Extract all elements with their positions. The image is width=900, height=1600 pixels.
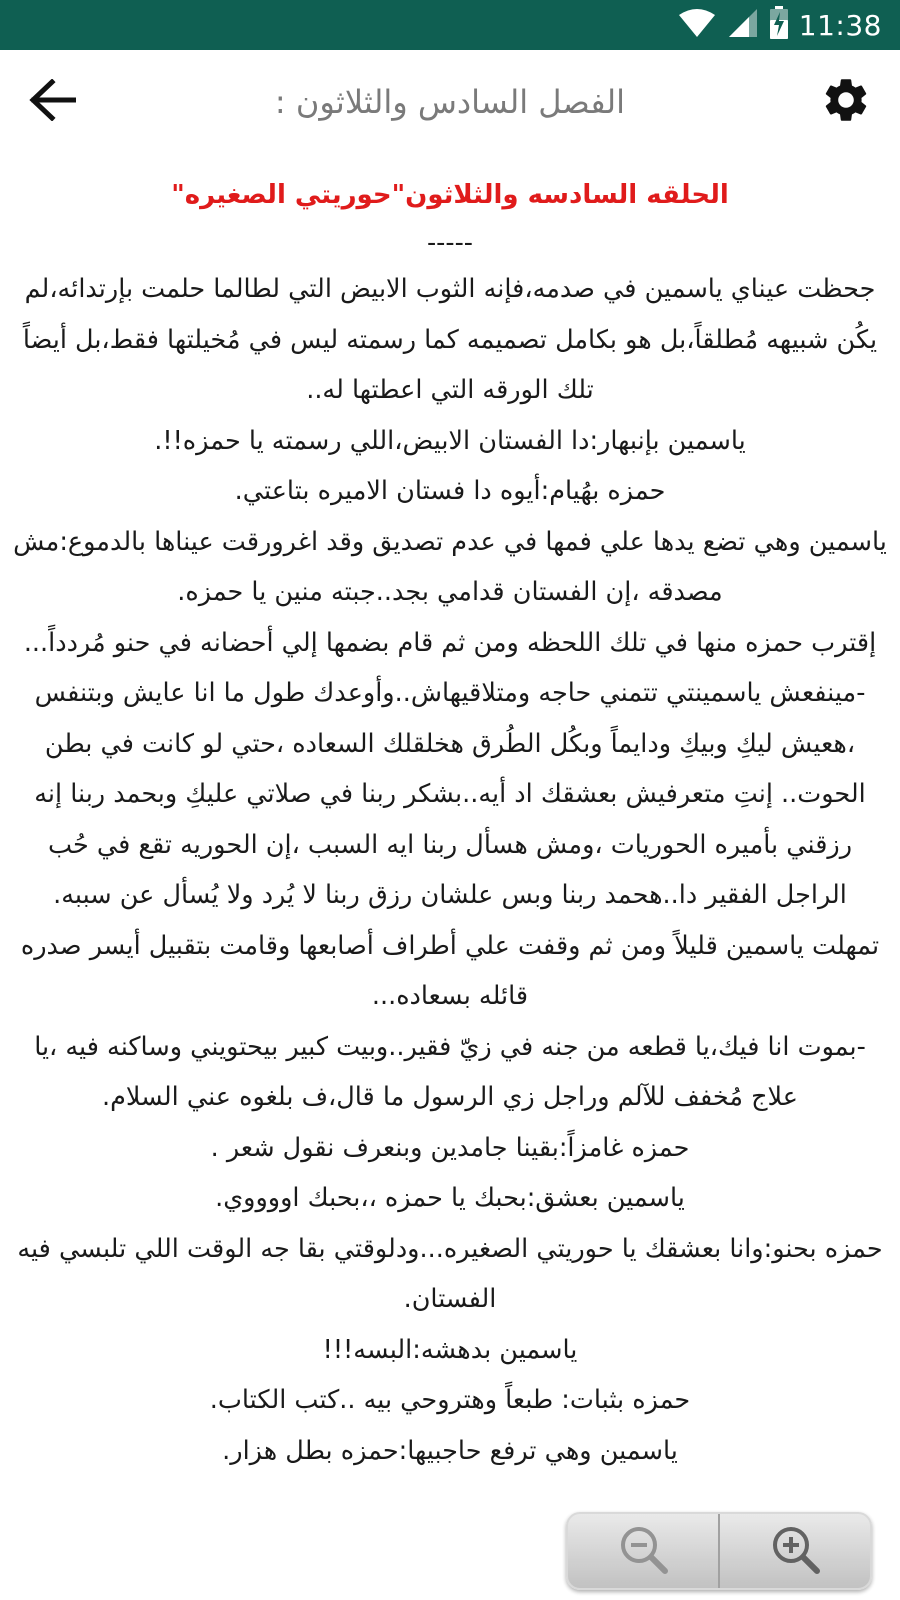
paragraph: حمزه بحنو:وانا بعشقك يا حوريتي الصغيره...ودلوقتي بقا جه الوقت اللي تلبسي فيه الفستان. (17, 1233, 883, 1314)
battery-charging-icon (769, 6, 789, 44)
paragraph: تمهلت ياسمين قليلاً ومن ثم وقفت علي أطراف أصابعها وقامت بتقبيل أيسر صدره قائله بسعاده... (20, 930, 880, 1011)
status-time: 11:38 (798, 8, 882, 42)
paragraph: ياسمين بإنبهار:دا الفستان الابيض،اللي رسمته يا حمزه!!. (154, 425, 746, 456)
paragraph: حمزه بثبات: طبعاً وهتروحي بيه ..كتب الكتاب. (209, 1385, 691, 1415)
chapter-heading: الحلقه السادسه والثلاثون"حوريتي الصغيره" (171, 180, 729, 210)
wifi-icon (677, 7, 717, 43)
paragraph: ياسمين وهي تضع يدها علي فمها في عدم تصديق وقد اغرورقت عيناها بالدموع:مش مصدقه ،إن الفستان قدامي بجد..جبته منين يا حمزه. (13, 526, 887, 607)
zoom-in-icon (769, 1523, 821, 1579)
toolbar (0, 50, 900, 154)
settings-button[interactable] (814, 72, 878, 132)
paragraph: -بموت انا فيك،يا قطعه من جنه في زيّ فقير..وبيت كبير بيحتويني وساكنه فيه ،يا علاج مُخفف للآلم وراجل زي الرسول ما قال،ف بلغوه عني السلام. (34, 1031, 866, 1112)
paragraph: حمزه بهُيام:أيوه دا فستان الاميره بتاعتي. (234, 476, 666, 506)
signal-icon (727, 7, 759, 43)
chapter-content (10, 168, 890, 1476)
zoom-in-button[interactable] (720, 1514, 870, 1588)
paragraph: حمزه غامزاً:بقينا جامدين وبنعرف نقول شعر . (210, 1132, 690, 1163)
status-bar (0, 0, 900, 50)
zoom-out-button[interactable] (568, 1514, 718, 1588)
arrow-left-icon (28, 79, 76, 125)
paragraph: جحظت عيناي ياسمين في صدمه،فإنه الثوب الابيض التي لطالما حلمت بإرتدائه،لم يكُن شبيهه مُطلقاً،بل هو بكامل تصميمه كما رسمته ليس في مُخيلتها فقط،بل أيضاً تلك الورقه التي اعطتها له.. (22, 274, 878, 405)
back-button[interactable] (22, 74, 82, 130)
paragraph: ياسمين بدهشه:البسه!!! (322, 1334, 578, 1365)
page-title: الفصل السادس والثلاثون : (274, 83, 626, 121)
zoom-controls (566, 1512, 872, 1590)
separator: ----- (426, 228, 473, 258)
paragraph: إقترب حمزه منها في تلك اللحظه ومن ثم قام بضمها إلي أحضانه في حنو مُردداً... (23, 627, 877, 658)
paragraph: ياسمين بعشق:بحبك يا حمزه ،،بحبك اووووي. (215, 1183, 685, 1213)
gear-icon (820, 74, 872, 130)
status-icons (677, 0, 882, 50)
paragraph: ياسمين وهي ترفع حاجبيها:حمزه بطل هزار. (222, 1435, 678, 1466)
paragraph: -مينفعش ياسمينتي تتمني حاجه ومتلاقيهاش..وأوعدك طول ما انا عايش وبتنفس ،هعيش ليكِ وبيكِ ودايماً وبكُل الطُرق هخلقلك السعاده ،حتي لو كانت في بطن الحوت.. إنتِ متعرفيش بعشقك اد أيه..بشكر ربنا في صلاتي عليكِ وبحمد ربنا إنه رزقني بأميره الحوريات ،ومش هسأل ربنا ايه السبب ،إن الحوريه تقع في حُب الراجل الفقير دا..هحمد ربنا وبس علشان رزق ربنا لا يُرد ولا يُسأل عن سببه. (34, 678, 866, 910)
zoom-out-icon (617, 1523, 669, 1579)
